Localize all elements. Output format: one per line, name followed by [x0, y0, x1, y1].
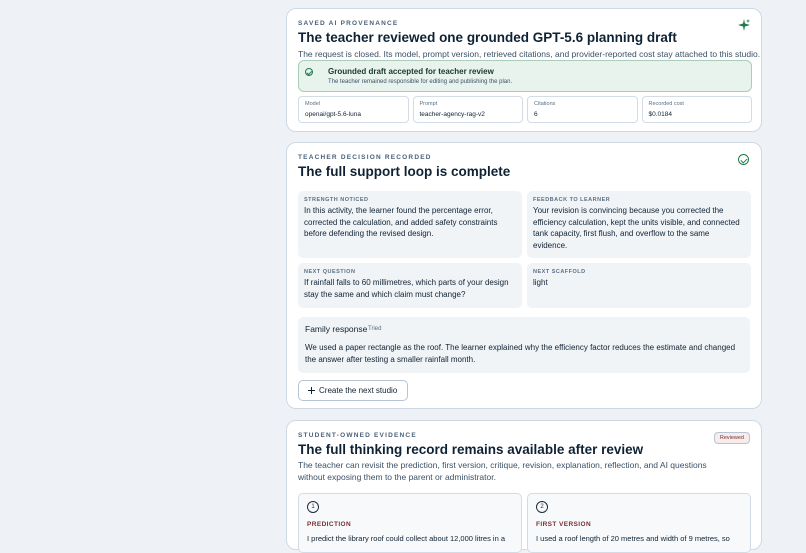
- metric-label: Citations: [534, 101, 556, 107]
- decision-card: [286, 142, 762, 409]
- family-tag: Tried: [368, 326, 382, 332]
- metric-citations: [527, 96, 638, 123]
- decision-kicker: TEACHER DECISION RECORDED: [298, 154, 432, 161]
- metric-value: teacher-agency-rag-v2: [419, 111, 485, 118]
- metric-value: openai/gpt-5.6-luna: [305, 111, 362, 118]
- metrics-row: [298, 96, 752, 123]
- provenance-card: [286, 8, 762, 132]
- question-box: [298, 263, 522, 308]
- feedback-text: Your revision is convincing because you corrected the efficiency calculation, kept the units visible, and connected tank capacity, first flush, and overflow to the same evidence.: [533, 206, 740, 250]
- decision-title: The full support loop is complete: [298, 164, 511, 179]
- family-heading: Family response: [305, 324, 368, 334]
- provenance-title: The teacher reviewed one grounded GPT-5.6 planning draft: [298, 30, 677, 45]
- provenance-kicker: SAVED AI PROVENANCE: [298, 20, 399, 27]
- evidence-kicker: STUDENT-OWNED EVIDENCE: [298, 432, 417, 439]
- evidence-card: [286, 420, 762, 550]
- evidence-title: The full thinking record remains available after review: [298, 442, 644, 457]
- metric-label: Model: [305, 101, 320, 107]
- provenance-subtitle: The request is closed. Its model, prompt version, retrieved citations, and provider-reported cost stay attached to this studio.: [298, 49, 761, 59]
- metric-model: [298, 96, 409, 123]
- step-text: I predict the library roof could collect about 12,000 litres in a: [307, 534, 506, 543]
- family-response: [298, 317, 750, 373]
- scaffold-label: NEXT SCAFFOLD: [533, 269, 586, 275]
- scaffold-text: light: [533, 278, 548, 287]
- step-text: I used a roof length of 20 metres and width of 9 metres, so: [536, 534, 730, 543]
- family-text: We used a paper rectangle as the roof. The learner explained why the efficiency factor reduces the estimate and changed the answer after testing a smaller rainfall month.: [305, 343, 736, 364]
- feedback-box: [527, 191, 751, 258]
- notice-text: The teacher remained responsible for editing and publishing the plan.: [328, 79, 513, 85]
- scaffold-box: [527, 263, 751, 308]
- evidence-subtitle: The teacher can revisit the prediction, first version, critique, revision, explanation, reflection, and AI questions without exposing them to the parent or administrator.: [298, 460, 707, 482]
- strength-label: STRENGTH NOTICED: [304, 197, 369, 203]
- step-number: 2: [536, 501, 548, 513]
- strength-box: [298, 191, 522, 258]
- create-next-studio-button[interactable]: [298, 380, 408, 401]
- step-label: FIRST VERSION: [536, 521, 592, 528]
- plus-icon: [308, 387, 315, 394]
- metric-label: Prompt: [419, 101, 438, 107]
- question-label: NEXT QUESTION: [304, 269, 356, 275]
- metric-value: 6: [534, 111, 538, 118]
- metric-prompt: [413, 96, 524, 123]
- metric-cost: [642, 96, 753, 123]
- sparkle-icon: [738, 19, 750, 31]
- strength-text: In this activity, the learner found the percentage error, corrected the calculation, and added safety constraints before defending the revised design.: [304, 206, 498, 238]
- check-circle-icon: [738, 154, 749, 165]
- reviewed-badge: Reviewed: [714, 432, 750, 444]
- step-number: 1: [307, 501, 319, 513]
- notice-title: Grounded draft accepted for teacher review: [328, 67, 494, 76]
- accepted-notice: [298, 60, 752, 92]
- metric-label: Recorded cost: [648, 101, 684, 107]
- step-prediction[interactable]: [298, 493, 522, 553]
- metric-value: $0.0184: [648, 111, 672, 118]
- button-label: Create the next studio: [319, 386, 398, 395]
- question-text: If rainfall falls to 60 millimetres, which parts of your design stay the same and which claim must change?: [304, 278, 509, 299]
- step-label: PREDICTION: [307, 521, 352, 528]
- step-first-version[interactable]: [527, 493, 751, 553]
- feedback-label: FEEDBACK TO LEARNER: [533, 197, 611, 203]
- check-circle-icon: [305, 68, 313, 76]
